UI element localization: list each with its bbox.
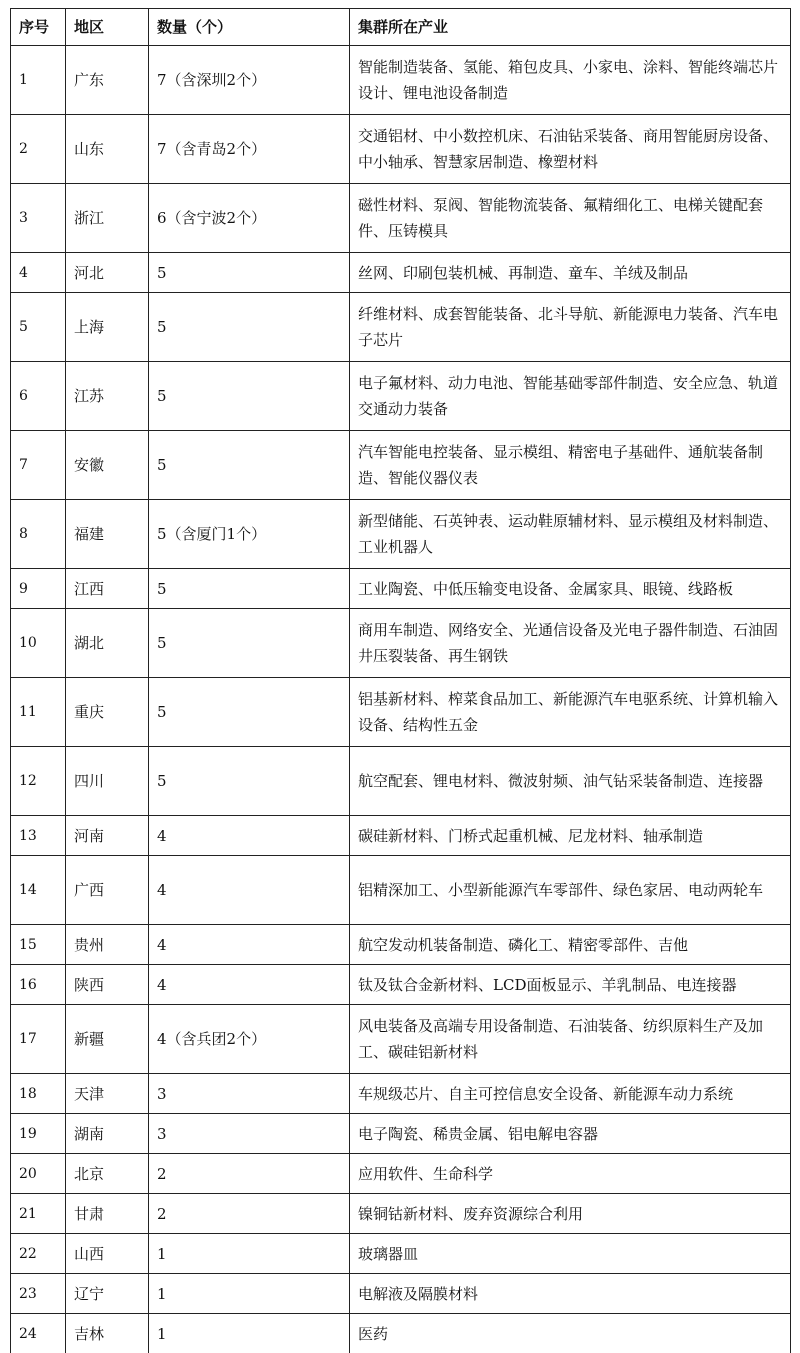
cell-count: 5: [149, 678, 350, 747]
table-row: [11, 609, 791, 678]
table-row: [11, 1234, 791, 1274]
cell-count: 5: [149, 362, 350, 431]
table-row: [11, 184, 791, 253]
cell-count: 4: [149, 965, 350, 1005]
cell-region: 北京: [66, 1154, 149, 1194]
cell-count: 6（含宁波2个）: [149, 184, 350, 253]
table-row: [11, 431, 791, 500]
cell-count: 3: [149, 1074, 350, 1114]
cell-no: 13: [11, 816, 66, 856]
table-row: [11, 569, 791, 609]
cell-industry: 医药: [350, 1314, 791, 1353]
cell-region: 江苏: [66, 362, 149, 431]
cell-count: 4: [149, 856, 350, 925]
table-row: [11, 115, 791, 184]
cell-region: 湖南: [66, 1114, 149, 1154]
table-row: [11, 1074, 791, 1114]
cell-region: 广西: [66, 856, 149, 925]
table-row: [11, 293, 791, 362]
cell-region: 福建: [66, 500, 149, 569]
cell-industry: 智能制造装备、氢能、箱包皮具、小家电、涂料、智能终端芯片设计、锂电池设备制造: [350, 46, 791, 115]
cell-no: 21: [11, 1194, 66, 1234]
cell-region: 安徽: [66, 431, 149, 500]
cell-count: 2: [149, 1154, 350, 1194]
cell-no: 24: [11, 1314, 66, 1353]
cell-industry: 镍铜钴新材料、废弃资源综合利用: [350, 1194, 791, 1234]
cell-no: 2: [11, 115, 66, 184]
cell-industry: 电解液及隔膜材料: [350, 1274, 791, 1314]
cell-region: 山东: [66, 115, 149, 184]
industry-cluster-table: [10, 8, 791, 1353]
cell-count: 4（含兵团2个）: [149, 1005, 350, 1074]
cell-region: 重庆: [66, 678, 149, 747]
cell-no: 18: [11, 1074, 66, 1114]
cell-no: 23: [11, 1274, 66, 1314]
cell-industry: 应用软件、生命科学: [350, 1154, 791, 1194]
cell-industry: 新型储能、石英钟表、运动鞋原辅材料、显示模组及材料制造、工业机器人: [350, 500, 791, 569]
cell-region: 广东: [66, 46, 149, 115]
cell-no: 20: [11, 1154, 66, 1194]
cell-no: 3: [11, 184, 66, 253]
cell-count: 5: [149, 609, 350, 678]
table-row: [11, 925, 791, 965]
cell-industry: 钛及钛合金新材料、LCD面板显示、羊乳制品、电连接器: [350, 965, 791, 1005]
cell-region: 河南: [66, 816, 149, 856]
cell-industry: 铝精深加工、小型新能源汽车零部件、绿色家居、电动两轮车: [350, 856, 791, 925]
table-row: [11, 1114, 791, 1154]
cell-industry: 电子陶瓷、稀贵金属、铝电解电容器: [350, 1114, 791, 1154]
cell-region: 山西: [66, 1234, 149, 1274]
table-row: [11, 500, 791, 569]
cell-region: 上海: [66, 293, 149, 362]
cell-region: 陕西: [66, 965, 149, 1005]
table-row: [11, 1194, 791, 1234]
cell-no: 9: [11, 569, 66, 609]
cell-region: 新疆: [66, 1005, 149, 1074]
cell-count: 1: [149, 1314, 350, 1353]
cell-region: 辽宁: [66, 1274, 149, 1314]
cell-count: 5: [149, 253, 350, 293]
cell-no: 11: [11, 678, 66, 747]
cell-no: 19: [11, 1114, 66, 1154]
cell-industry: 商用车制造、网络安全、光通信设备及光电子器件制造、石油固井压裂装备、再生钢铁: [350, 609, 791, 678]
cell-industry: 汽车智能电控装备、显示模组、精密电子基础件、通航装备制造、智能仪器仪表: [350, 431, 791, 500]
cell-count: 7（含青岛2个）: [149, 115, 350, 184]
table-row: [11, 1274, 791, 1314]
cell-region: 四川: [66, 747, 149, 816]
cell-region: 浙江: [66, 184, 149, 253]
cell-region: 河北: [66, 253, 149, 293]
cell-industry: 交通铝材、中小数控机床、石油钻采装备、商用智能厨房设备、中小轴承、智慧家居制造、橡塑材料: [350, 115, 791, 184]
cell-no: 7: [11, 431, 66, 500]
cell-count: 5: [149, 747, 350, 816]
cell-no: 1: [11, 46, 66, 115]
cell-region: 江西: [66, 569, 149, 609]
cell-count: 4: [149, 925, 350, 965]
cell-count: 1: [149, 1234, 350, 1274]
cell-industry: 玻璃器皿: [350, 1234, 791, 1274]
cell-no: 22: [11, 1234, 66, 1274]
cell-no: 17: [11, 1005, 66, 1074]
table-row: [11, 816, 791, 856]
cell-count: 5: [149, 569, 350, 609]
cell-industry: 纤维材料、成套智能装备、北斗导航、新能源电力装备、汽车电子芯片: [350, 293, 791, 362]
header-count: 数量（个）: [149, 9, 350, 46]
cell-no: 16: [11, 965, 66, 1005]
cell-region: 湖北: [66, 609, 149, 678]
cell-count: 5: [149, 431, 350, 500]
header-industry: 集群所在产业: [350, 9, 791, 46]
cell-count: 1: [149, 1274, 350, 1314]
table-body: [11, 46, 791, 1353]
cell-no: 12: [11, 747, 66, 816]
table-row: [11, 46, 791, 115]
cell-region: 吉林: [66, 1314, 149, 1353]
cell-no: 6: [11, 362, 66, 431]
cell-region: 甘肃: [66, 1194, 149, 1234]
table-row: [11, 965, 791, 1005]
cell-industry: 航空配套、锂电材料、微波射频、油气钻采装备制造、连接器: [350, 747, 791, 816]
header-region: 地区: [66, 9, 149, 46]
cell-industry: 车规级芯片、自主可控信息安全设备、新能源车动力系统: [350, 1074, 791, 1114]
table-row: [11, 747, 791, 816]
table-row: [11, 362, 791, 431]
table-row: [11, 678, 791, 747]
cell-industry: 航空发动机装备制造、磷化工、精密零部件、吉他: [350, 925, 791, 965]
cell-no: 4: [11, 253, 66, 293]
cell-no: 8: [11, 500, 66, 569]
cell-industry: 磁性材料、泵阀、智能物流装备、氟精细化工、电梯关键配套件、压铸模具: [350, 184, 791, 253]
table-row: [11, 1314, 791, 1353]
cell-industry: 铝基新材料、榨菜食品加工、新能源汽车电驱系统、计算机输入设备、结构性五金: [350, 678, 791, 747]
cell-no: 10: [11, 609, 66, 678]
cell-industry: 工业陶瓷、中低压输变电设备、金属家具、眼镜、线路板: [350, 569, 791, 609]
cell-region: 天津: [66, 1074, 149, 1114]
cell-count: 7（含深圳2个）: [149, 46, 350, 115]
table-row: [11, 856, 791, 925]
table-header-row: [11, 9, 791, 46]
table-row: [11, 1005, 791, 1074]
cell-no: 5: [11, 293, 66, 362]
cluster-table-container: [10, 8, 790, 1353]
cell-count: 5: [149, 293, 350, 362]
header-no: 序号: [11, 9, 66, 46]
cell-industry: 电子氟材料、动力电池、智能基础零部件制造、安全应急、轨道交通动力装备: [350, 362, 791, 431]
cell-count: 5（含厦门1个）: [149, 500, 350, 569]
cell-industry: 碳硅新材料、门桥式起重机械、尼龙材料、轴承制造: [350, 816, 791, 856]
cell-no: 15: [11, 925, 66, 965]
cell-no: 14: [11, 856, 66, 925]
cell-industry: 丝网、印刷包装机械、再制造、童车、羊绒及制品: [350, 253, 791, 293]
cell-industry: 风电装备及高端专用设备制造、石油装备、纺织原料生产及加工、碳硅铝新材料: [350, 1005, 791, 1074]
table-row: [11, 253, 791, 293]
cell-region: 贵州: [66, 925, 149, 965]
cell-count: 3: [149, 1114, 350, 1154]
cell-count: 4: [149, 816, 350, 856]
cell-count: 2: [149, 1194, 350, 1234]
table-row: [11, 1154, 791, 1194]
